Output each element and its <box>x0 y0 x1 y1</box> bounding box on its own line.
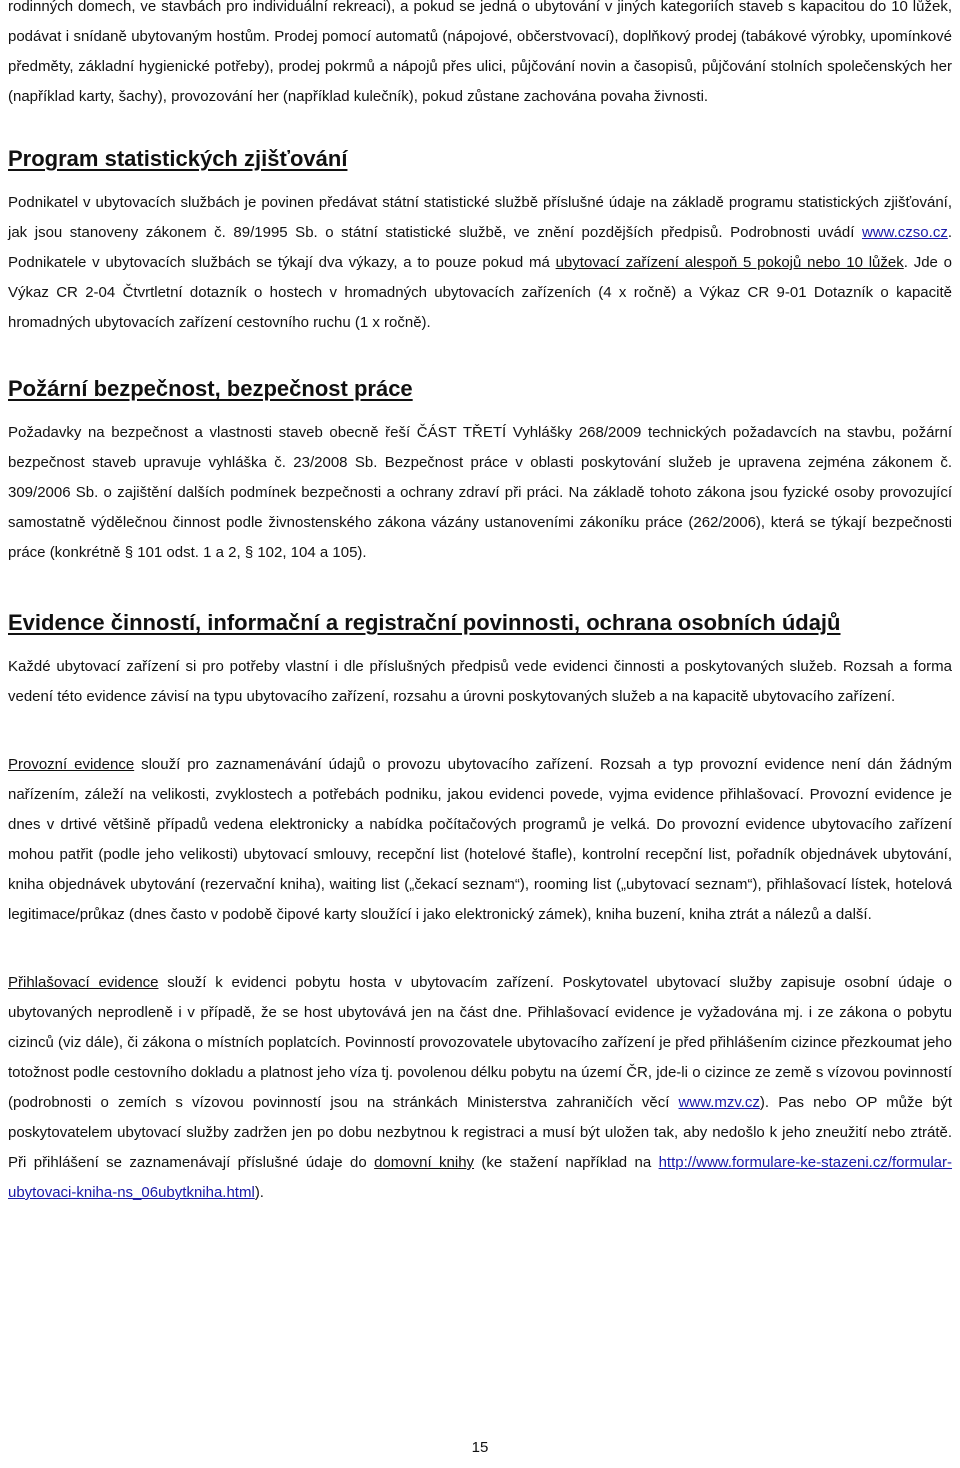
fire-safety-paragraph <box>8 418 952 568</box>
statistics-text-2: . Podnikatele v ubytovacích službách se týkají dva výkazy, a to pouze pokud má <box>8 224 952 271</box>
heading-evidence: Evidence činností, informační a registrační povinnosti, ochrana osobních údajů <box>8 610 841 635</box>
evidence-paragraph <box>8 652 952 712</box>
operational-evidence-text: slouží pro zaznamenávání údajů o provozu ubytovacího zařízení. Rozsah a typ provozní evidence není dán žádným nařízením, záleží na velikosti, zvyklostech a potřebách podniku, jakou evidenci povede, vyjma evidence přihlašovací. Provozní evidence je dnes v drtivé většině případů vedena elektronicky a nabídka počítačových programů je velká. Do provozní evidence ubytovacího zařízení mohou patřit (podle jeho velikosti) ubytovací smlouvy, recepční list (hotelové štafle), kontrolní recepční list, pořadník objednávek ubytování, kniha objednávek ubytování (rezervační kniha), waiting list („čekací seznam“), rooming list („ubytovací seznam“), přihlašovací lístek, hotelová legitimace/průkaz (dnes často v podobě čipové karty sloužící i jako elektronický zámek), kniha buzení, kniha ztrát a nálezů a další. <box>8 756 953 923</box>
registration-evidence-paragraph <box>8 968 952 1208</box>
statistics-underlined-text: ubytovací zařízení alespoň 5 pokojů nebo 10 lůžek <box>555 254 904 271</box>
operational-evidence-term: Provozní evidence <box>8 756 135 773</box>
mzv-link[interactable]: www.mzv.cz <box>678 1094 760 1111</box>
czso-link[interactable]: www.czso.cz <box>861 224 948 241</box>
intro-paragraph <box>8 0 952 112</box>
registration-text-1: slouží k evidenci pobytu hosta v ubytovacím zařízení. Poskytovatel ubytovací služby zapisuje osobní údaje o ubytovaných neprodleně i v případě, že se host ubytovává jen na část dne. Přihlašovací evidence je vyžadována mj. i ze zákona o pobytu cizinců (viz dále), či zákona o místních poplatcích. Povinností provozovatele ubytovacího zařízení je před přihlášením cizince přezkoumat jeho totožnost podle cestovního dokladu a platnost jeho víza tj. povolenou délku pobytu na území ČR, jde-li o cizince ze země s vízovou povinností (podrobnosti o zemích s vízovou povinností jsou na stránkách Ministerstva zahraničích věcí <box>8 974 952 1111</box>
heading-fire-safety: Požární bezpečnost, bezpečnost práce <box>8 376 413 401</box>
operational-evidence-paragraph <box>8 750 952 930</box>
heading-statistics: Program statistických zjišťování <box>8 146 348 171</box>
house-book-term: domovní knihy <box>374 1154 475 1171</box>
statistics-text-1: Podnikatel v ubytovacích službách je povinen předávat státní statistické službě příslušné údaje na základě programu statistických zjišťování, jak jsou stanoveny zákonem č. 89/1995 Sb. o státní statistické službě, ve znění pozdějších předpisů. Podrobnosti uvádí <box>8 194 952 241</box>
page-number: 15 <box>471 1439 489 1456</box>
evidence-text: Každé ubytovací zařízení si pro potřeby vlastní i dle příslušných předpisů vede evidenci činnosti a poskytovaných služeb. Rozsah a forma vedení této evidence závisí na typu ubytovacího zařízení, rozsahu a úrovni poskytovaných služeb a na kapacitě ubytovacího zařízení. <box>8 658 952 705</box>
statistics-paragraph <box>8 188 952 338</box>
intro-text: rodinných domech, ve stavbách pro individuální rekreaci), a pokud se jedná o ubytování v jiných kategoriích staveb s kapacitou do 10 lůžek, podávat i snídaně ubytovaným hostům. Prodej pomocí automatů (nápojové, občerstvovací), doplňkový prodej (tabákové výrobky, upomínkové předměty, základní hygienické potřeby), prodej pokrmů a nápojů přes ulici, půjčování novin a časopisů, půjčování stolních společenských her (například karty, šachy), provozování her (například kulečník), pokud zůstane zachována povaha živnosti. <box>8 0 952 105</box>
statistics-text-3: . Jde o Výkaz CR 2-04 Čtvrtletní dotazník o hostech v hromadných ubytovacích zařízeních (4 x ročně) a Výkaz CR 9-01 Dotazník o kapacitě hromadných ubytovacích zařízení cestovního ruchu (1 x ročně). <box>8 254 952 331</box>
registration-text-4: ). <box>254 1184 264 1201</box>
form-download-link[interactable]: http://www.formulare-ke-stazeni.cz/formular-ubytovaci-kniha-ns_06ubytkniha.html <box>8 1154 953 1201</box>
registration-text-2: ). Pas nebo OP může být poskytovatelem ubytovací služby zadržen jen po dobu nezbytnou k registraci a musí být uložen tak, aby nedošlo k jeho zneužití nebo ztrátě. Při přihlášení se zaznamenávají příslušné údaje do <box>8 1094 952 1171</box>
registration-text-3: (ke stažení například na <box>474 1154 659 1171</box>
fire-safety-text: Požadavky na bezpečnost a vlastnosti staveb obecně řeší ČÁST TŘETÍ Vyhlášky 268/2009 technických požadavcích na stavbu, požární bezpečnost staveb upravuje vyhláška č. 23/2008 Sb. Bezpečnost práce v oblasti poskytování služeb je upravena zejména zákonem č. 309/2006 Sb. o zajištění dalších podmínek bezpečnosti a ochrany zdraví při práci. Na základě tohoto zákona jsou fyzické osoby provozující samostatně výdělečnou činnost podle živnostenského zákona vázány ustanoveními zákoníku práce (262/2006), která se týkají bezpečnosti práce (konkrétně § 101 odst. 1 a 2, § 102, 104 a 105). <box>8 424 952 561</box>
registration-evidence-term: Přihlašovací evidence <box>8 974 159 991</box>
